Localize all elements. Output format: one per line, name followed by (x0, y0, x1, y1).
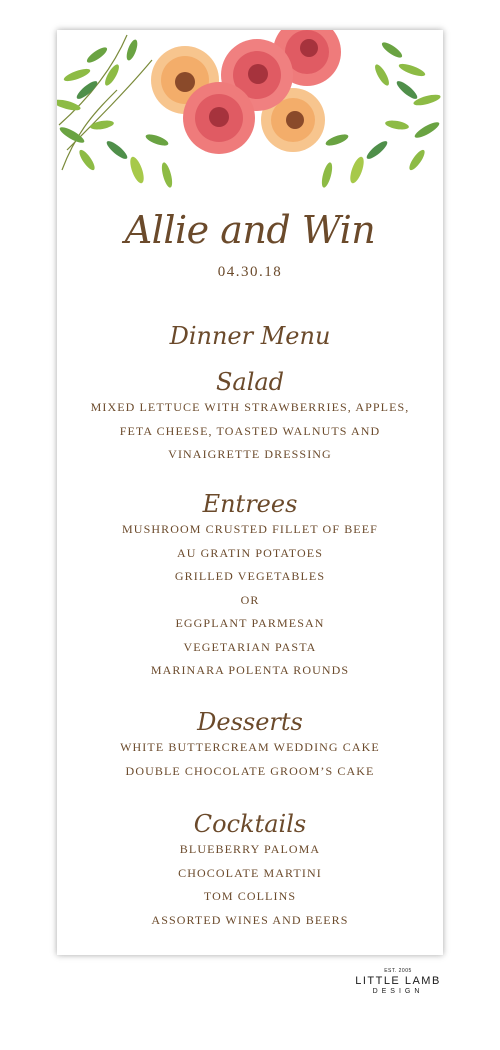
menu-item: EGGPLANT PARMESAN (175, 616, 325, 630)
menu-item: VINAIGRETTE DRESSING (168, 447, 332, 461)
section-salad (57, 368, 443, 467)
menu-item: ASSORTED WINES AND BEERS (151, 912, 349, 927)
section-title: Cocktails (193, 810, 307, 838)
leaves-left (59, 35, 152, 170)
logo-sub: DESIGN (372, 988, 424, 995)
menu-item: TOM COLLINS (203, 889, 297, 903)
section-title: Entrees (202, 490, 298, 518)
rose-flower-left (183, 82, 255, 154)
menu-item: VEGETARIAN PASTA (183, 639, 317, 654)
menu-item: WHITE BUTTERCREAM WEDDING CAKE (120, 740, 380, 754)
section-cocktails (57, 810, 443, 932)
menu-item: AU GRATIN POTATOES (177, 545, 323, 560)
menu-title: Dinner Menu (169, 322, 331, 350)
section-desserts (57, 708, 443, 783)
little-lamb-logo (352, 968, 444, 1004)
menu-item: BLUEBERRY PALOMA (179, 842, 321, 856)
logo-name: LITTLE LAMB (355, 975, 441, 987)
menu-item: MARINARA POLENTA ROUNDS (150, 663, 350, 677)
section-title: Desserts (197, 708, 303, 736)
leaf-cluster-left (57, 38, 174, 188)
couple-names: Allie and Win (124, 208, 376, 252)
section-title: Salad (215, 368, 285, 396)
menu-item: MUSHROOM CRUSTED FILLET OF BEEF (122, 522, 378, 536)
logo-est: EST. 2005 (384, 968, 412, 974)
section-entrees (57, 490, 443, 683)
menu-item: GRILLED VEGETABLES (174, 569, 326, 583)
menu-item: FETA CHEESE, TOASTED WALNUTS AND (119, 423, 381, 438)
floral-illustration (57, 30, 443, 205)
menu-item: MIXED LETTUCE WITH STRAWBERRIES, APPLES, (90, 400, 410, 414)
menu-card (57, 30, 443, 955)
menu-item: OR (240, 592, 260, 607)
event-date: 04.30.18 (217, 264, 283, 280)
menu-item: CHOCOLATE MARTINI (178, 865, 322, 880)
menu-item: DOUBLE CHOCOLATE GROOM’S CAKE (125, 763, 375, 778)
